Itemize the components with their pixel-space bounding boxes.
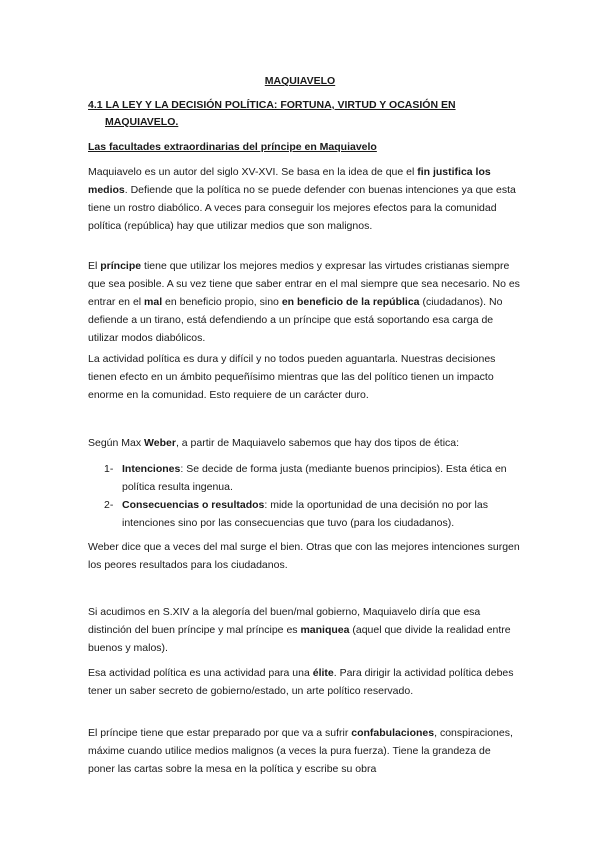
ethics-list: [104, 460, 520, 532]
bold-run: maniquea: [300, 624, 350, 636]
paragraph-4: [88, 434, 520, 452]
subheading: Las facultades extraordinarias del príncipe en Maquiavelo: [88, 141, 377, 153]
paragraph-8: [88, 724, 520, 778]
text-run: : mide la oportunidad de una decisión no por las intenciones sino por las consecuencias que tuvo (para los ciudadanos).: [122, 499, 488, 529]
list-item: [104, 496, 520, 532]
paragraph-3: [88, 350, 520, 404]
text-run: . Para dirigir la actividad política debes tener un saber secreto de gobierno/estado, un arte político reservado.: [88, 667, 514, 697]
bold-run: en beneficio de la república: [281, 296, 420, 308]
bold-run: Weber: [144, 437, 176, 449]
text-run: . Defiende que la política no se puede defender con buenas intenciones ya que esta tiene un rostro diabólico. A veces para conseguir los mejores efectos para la comunidad política (república) hay que utilizar medios que son malignos.: [88, 184, 516, 232]
text-run: El príncipe tiene que estar preparado por que va a sufrir: [88, 727, 352, 739]
text-run: Si acudimos en S.XIV a la alegoría del buen/mal gobierno, Maquiavelo diría que esa distinción del buen príncipe y mal príncipe es: [88, 606, 481, 636]
text-run: (ciudadanos). No defiende a un tirano, está defendiendo a un príncipe que está soportando esa carga de utilizar modos diabólicos.: [88, 296, 503, 344]
section-heading: 4.1 LA LEY Y LA DECISIÓN POLÍTICA: FORTUNA, VIRTUD Y OCASIÓN EN MAQUIAVELO.: [88, 99, 456, 128]
bold-run: Consecuencias o resultados: [122, 499, 265, 511]
bold-run: Intenciones: [122, 463, 181, 475]
text-run: Weber dice que a veces del mal surge el bien. Otras que con las mejores intenciones surgen los peores resultados para los ciudadanos.: [88, 541, 520, 571]
paragraph-1: [88, 163, 520, 235]
bold-run: príncipe: [100, 260, 142, 272]
bold-run: fin justifica los medios: [88, 166, 491, 196]
paragraph-6: [88, 603, 520, 657]
bold-run: confabulaciones: [351, 727, 435, 739]
text-run: (aquel que divide la realidad entre buenos y malos).: [88, 624, 511, 654]
text-run: Según Max: [88, 437, 145, 449]
text-run: Maquiavelo es un autor del siglo XV-XVI. Se basa en la idea de que el: [88, 166, 418, 178]
text-run: en beneficio propio, sino: [162, 296, 282, 308]
paragraph-2: [88, 257, 520, 347]
bold-run: mal: [144, 296, 163, 308]
text-run: Esa actividad política es una actividad para una: [88, 667, 313, 679]
paragraph-5: [88, 538, 520, 574]
text-run: : Se decide de forma justa (mediante buenos principios). Esta ética en política resulta ingenua.: [122, 463, 507, 493]
list-number: 1-: [104, 463, 114, 475]
text-run: El: [88, 260, 101, 272]
text-run: La actividad política es dura y difícil y no todos pueden aguantarla. Nuestras decisiones tienen efecto en un ámbito pequeñísimo mientras que las del político tienen un impacto enorme en la comunidad. Esto requiere de un carácter duro.: [88, 353, 496, 401]
bold-run: élite: [312, 667, 334, 679]
text-run: , a partir de Maquiavelo sabemos que hay dos tipos de ética:: [175, 437, 460, 449]
text-run: tiene que utilizar los mejores medios y expresar las virtudes cristianas siempre que sea posible. A su vez tiene que saber entrar en el mal siempre que sea necesario. No es entrar en el: [88, 260, 520, 308]
list-number: 2-: [104, 499, 114, 511]
document-title: MAQUIAVELO: [264, 75, 336, 87]
paragraph-7: [88, 664, 520, 700]
list-item: [104, 460, 520, 496]
text-run: , conspiraciones, máxime cuando utilice medios malignos (a veces la pura fuerza). Tiene la grandeza de poner las cartas sobre la mesa en la política y escribe su obra: [88, 727, 513, 775]
